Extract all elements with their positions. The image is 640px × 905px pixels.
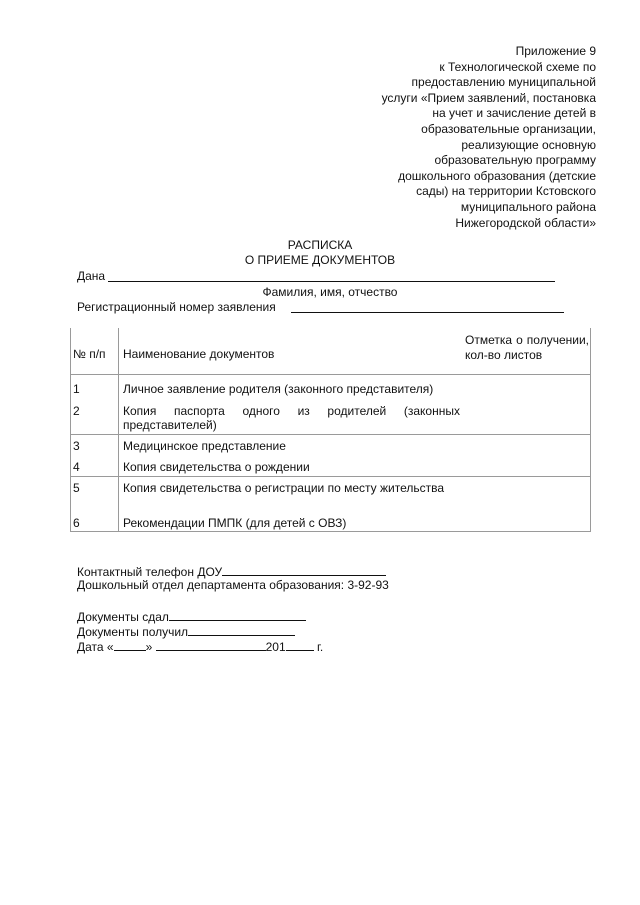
row-doc-name: Копия паспорта одного из родителей (законных представителей) <box>123 404 460 432</box>
appendix-line: образовательные организации, <box>421 121 596 136</box>
appendix-line: дошкольного образования (детские <box>398 168 596 183</box>
table-border-left <box>70 328 71 532</box>
appendix-line: Нижегородской области» <box>455 215 596 230</box>
appendix-line: предоставлению муниципальной <box>411 75 596 90</box>
appendix-line: услуги «Прием заявлений, постановка <box>381 90 596 105</box>
received-label: Документы получил <box>77 625 189 639</box>
received-blank[interactable] <box>188 624 295 636</box>
submitted-blank[interactable] <box>169 609 306 621</box>
row-num: 4 <box>73 460 80 474</box>
document-title: РАСПИСКА <box>287 238 353 252</box>
date-month-blank[interactable] <box>156 639 266 651</box>
submitted-label: Документы сдал <box>77 610 169 624</box>
given-to-blank[interactable] <box>108 281 555 282</box>
row-num: 3 <box>73 439 80 453</box>
table-border-group1 <box>70 434 591 435</box>
date-line <box>77 639 323 653</box>
given-to-label: Дана <box>77 269 106 283</box>
table-border-header <box>70 374 591 375</box>
table-border-group2 <box>70 476 591 477</box>
date-year-blank[interactable] <box>286 639 314 651</box>
fio-caption: Фамилия, имя, отчество <box>262 285 398 299</box>
appendix-line: муниципального района <box>460 199 596 214</box>
document-subtitle: О ПРИЕМЕ ДОКУМЕНТОВ <box>244 253 396 267</box>
phone-label: Контактный телефон ДОУ <box>77 565 223 579</box>
table-border-col1 <box>118 328 119 532</box>
date-year: 201 <box>265 640 286 654</box>
row-doc-name: Медицинское представление <box>123 439 286 453</box>
date-suffix: г. <box>317 640 324 654</box>
row-num: 6 <box>73 516 80 530</box>
table-border-bottom <box>70 531 591 532</box>
row-doc-name: Личное заявление родителя (законного представителя) <box>123 382 434 396</box>
date-prefix: Дата « <box>77 640 114 654</box>
appendix-line: к Технологической схеме по <box>439 59 596 74</box>
row-num: 5 <box>73 481 80 495</box>
row-doc-name: Рекомендации ПМПК (для детей с ОВЗ) <box>123 516 347 530</box>
row-doc-name: Копия свидетельства о регистрации по месту жительства <box>123 481 445 495</box>
reg-number-blank[interactable] <box>291 312 564 313</box>
appendix-block <box>382 44 596 231</box>
table-border-right <box>590 328 591 532</box>
appendix-line: образовательную программу <box>434 153 596 168</box>
appendix-line: Приложение 9 <box>515 44 596 58</box>
appendix-line: реализующие основную <box>461 137 596 152</box>
row-num: 1 <box>73 382 80 396</box>
date-day-blank[interactable] <box>114 639 146 651</box>
received-line <box>77 624 295 638</box>
phone-line <box>77 564 386 578</box>
appendix-line: на учет и зачисление детей в <box>432 106 596 121</box>
row-doc-name: Копия свидетельства о рождении <box>123 460 310 474</box>
row-num: 2 <box>73 404 80 418</box>
reg-number-label: Регистрационный номер заявления <box>77 300 276 314</box>
submitted-line <box>77 609 306 623</box>
col-header-name: Наименование документов <box>123 347 275 361</box>
appendix-line: сады) на территории Кстовского <box>416 184 596 199</box>
phone-blank[interactable] <box>222 564 386 576</box>
col-header-num: № п/п <box>73 347 106 361</box>
department-phone: Дошкольный отдел департамента образования: 3-92-93 <box>77 578 389 592</box>
date-quote-close: » <box>145 640 153 654</box>
col-header-mark: Отметка о получении, кол-во листов <box>465 333 589 362</box>
